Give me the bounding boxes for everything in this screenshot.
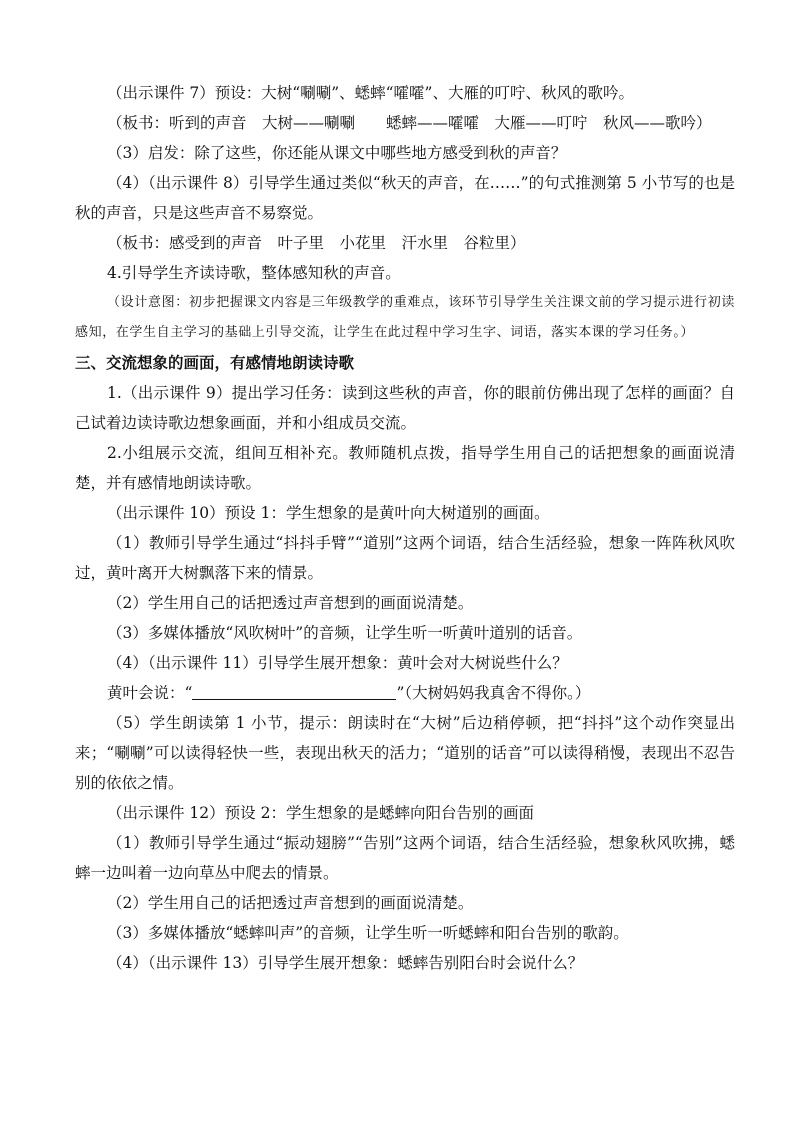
fill-blank-suffix: ”（大树妈妈我真舍不得你。） [396, 684, 591, 702]
paragraph-step-4b: （4）（出示课件 13）引导学生展开想象：蟋蟀告别阳台时会说什么？ [107, 954, 584, 972]
paragraph-step-4a: （4）（出示课件 11）引导学生展开想象：黄叶会对大树说些什么？ [107, 654, 568, 672]
paragraph-preset-1: （出示课件 10）预设 1：学生想象的是黄叶向大树道别的画面。 [107, 504, 550, 522]
section-heading-3: 三、交流想象的画面，有感情地朗读诗歌 [75, 354, 355, 372]
paragraph-read-together: 4.引导学生齐读诗歌，整体感知秋的声音。 [107, 264, 401, 282]
paragraph-step-3b: （3）多媒体播放“蟋蟀叫声”的音频，让学生听一听蟋蟀和阳台告别的歌韵。 [107, 924, 629, 942]
paragraph-inspire: （3）启发：除了这些，你还能从课文中哪些地方感受到秋的声音？ [107, 144, 567, 162]
paragraph-step-1a: （1）教师引导学生通过“抖抖手臂”“道别”这两个词语，结合生活经验，想象一阵阵秋风吹过，黄叶离开大树飘落下来的情景。 [75, 534, 735, 582]
paragraph-fill-blank [75, 678, 735, 708]
paragraph-courseware-7: （出示课件 7）预设：大树“唰唰”、蟋蟀“嚯嚯”、大雁的叮咛、秋风的歌吟。 [107, 84, 634, 102]
paragraph-step-2b: （2）学生用自己的话把透过声音想到的画面说清楚。 [107, 894, 474, 912]
paragraph-step-3a: （3）多媒体播放“风吹树叶”的音频，让学生听一听黄叶道别的话音。 [107, 624, 583, 642]
paragraph-task-2: 2.小组展示交流，组间互相补充。教师随机点拨，指导学生用自己的话把想象的画面说清楚，并有感情地朗读诗歌。 [75, 444, 735, 492]
fill-blank-line [192, 683, 396, 700]
paragraph-board-heard: （板书：听到的声音 大树——唰唰 蟋蟀——嚯嚯 大雁——叮咛 秋风——歌吟） [107, 114, 712, 132]
paragraph-preset-2: （出示课件 12）预设 2：学生想象的是蟋蟀向阳台告别的画面 [107, 804, 534, 822]
paragraph-board-felt: （板书：感受到的声音 叶子里 小花里 汗水里 谷粒里） [107, 234, 526, 252]
paragraph-courseware-8: （4）（出示课件 8）引导学生通过类似“秋天的声音，在……”的句式推测第 5 小节写的也是秋的声音，只是这些声音不易察觉。 [75, 174, 735, 222]
paragraph-task-1: 1.（出示课件 9）提出学习任务：读到这些秋的声音，你的眼前仿佛出现了怎样的画面？自己试着边读诗歌边想象画面，并和小组成员交流。 [75, 384, 735, 432]
paragraph-step-2a: （2）学生用自己的话把透过声音想到的画面说清楚。 [107, 594, 474, 612]
paragraph-step-1b: （1）教师引导学生通过“振动翅膀”“告别”这两个词语，结合生活经验，想象秋风吹拂，蟋蟀一边叫着一边向草丛中爬去的情景。 [75, 834, 735, 882]
paragraph-design-intent: （设计意图：初步把握课文内容是三年级教学的重难点，该环节引导学生关注课文前的学习提示进行初读感知，在学生自主学习的基础上引导交流，让学生在此过程中学习生字、词语，落实本课的学习任务。） [75, 295, 735, 340]
paragraph-step-5a: （5）学生朗读第 1 小节，提示：朗读时在“大树”后边稍停顿，把“抖抖”这个动作突显出来；“唰唰”可以读得轻快一些，表现出秋天的活力；“道别的话音”可以读得稍慢，表现出不忍告别的依依之情。 [75, 714, 735, 792]
fill-blank-prefix: 黄叶会说：“ [107, 684, 193, 702]
document-body [75, 78, 735, 978]
